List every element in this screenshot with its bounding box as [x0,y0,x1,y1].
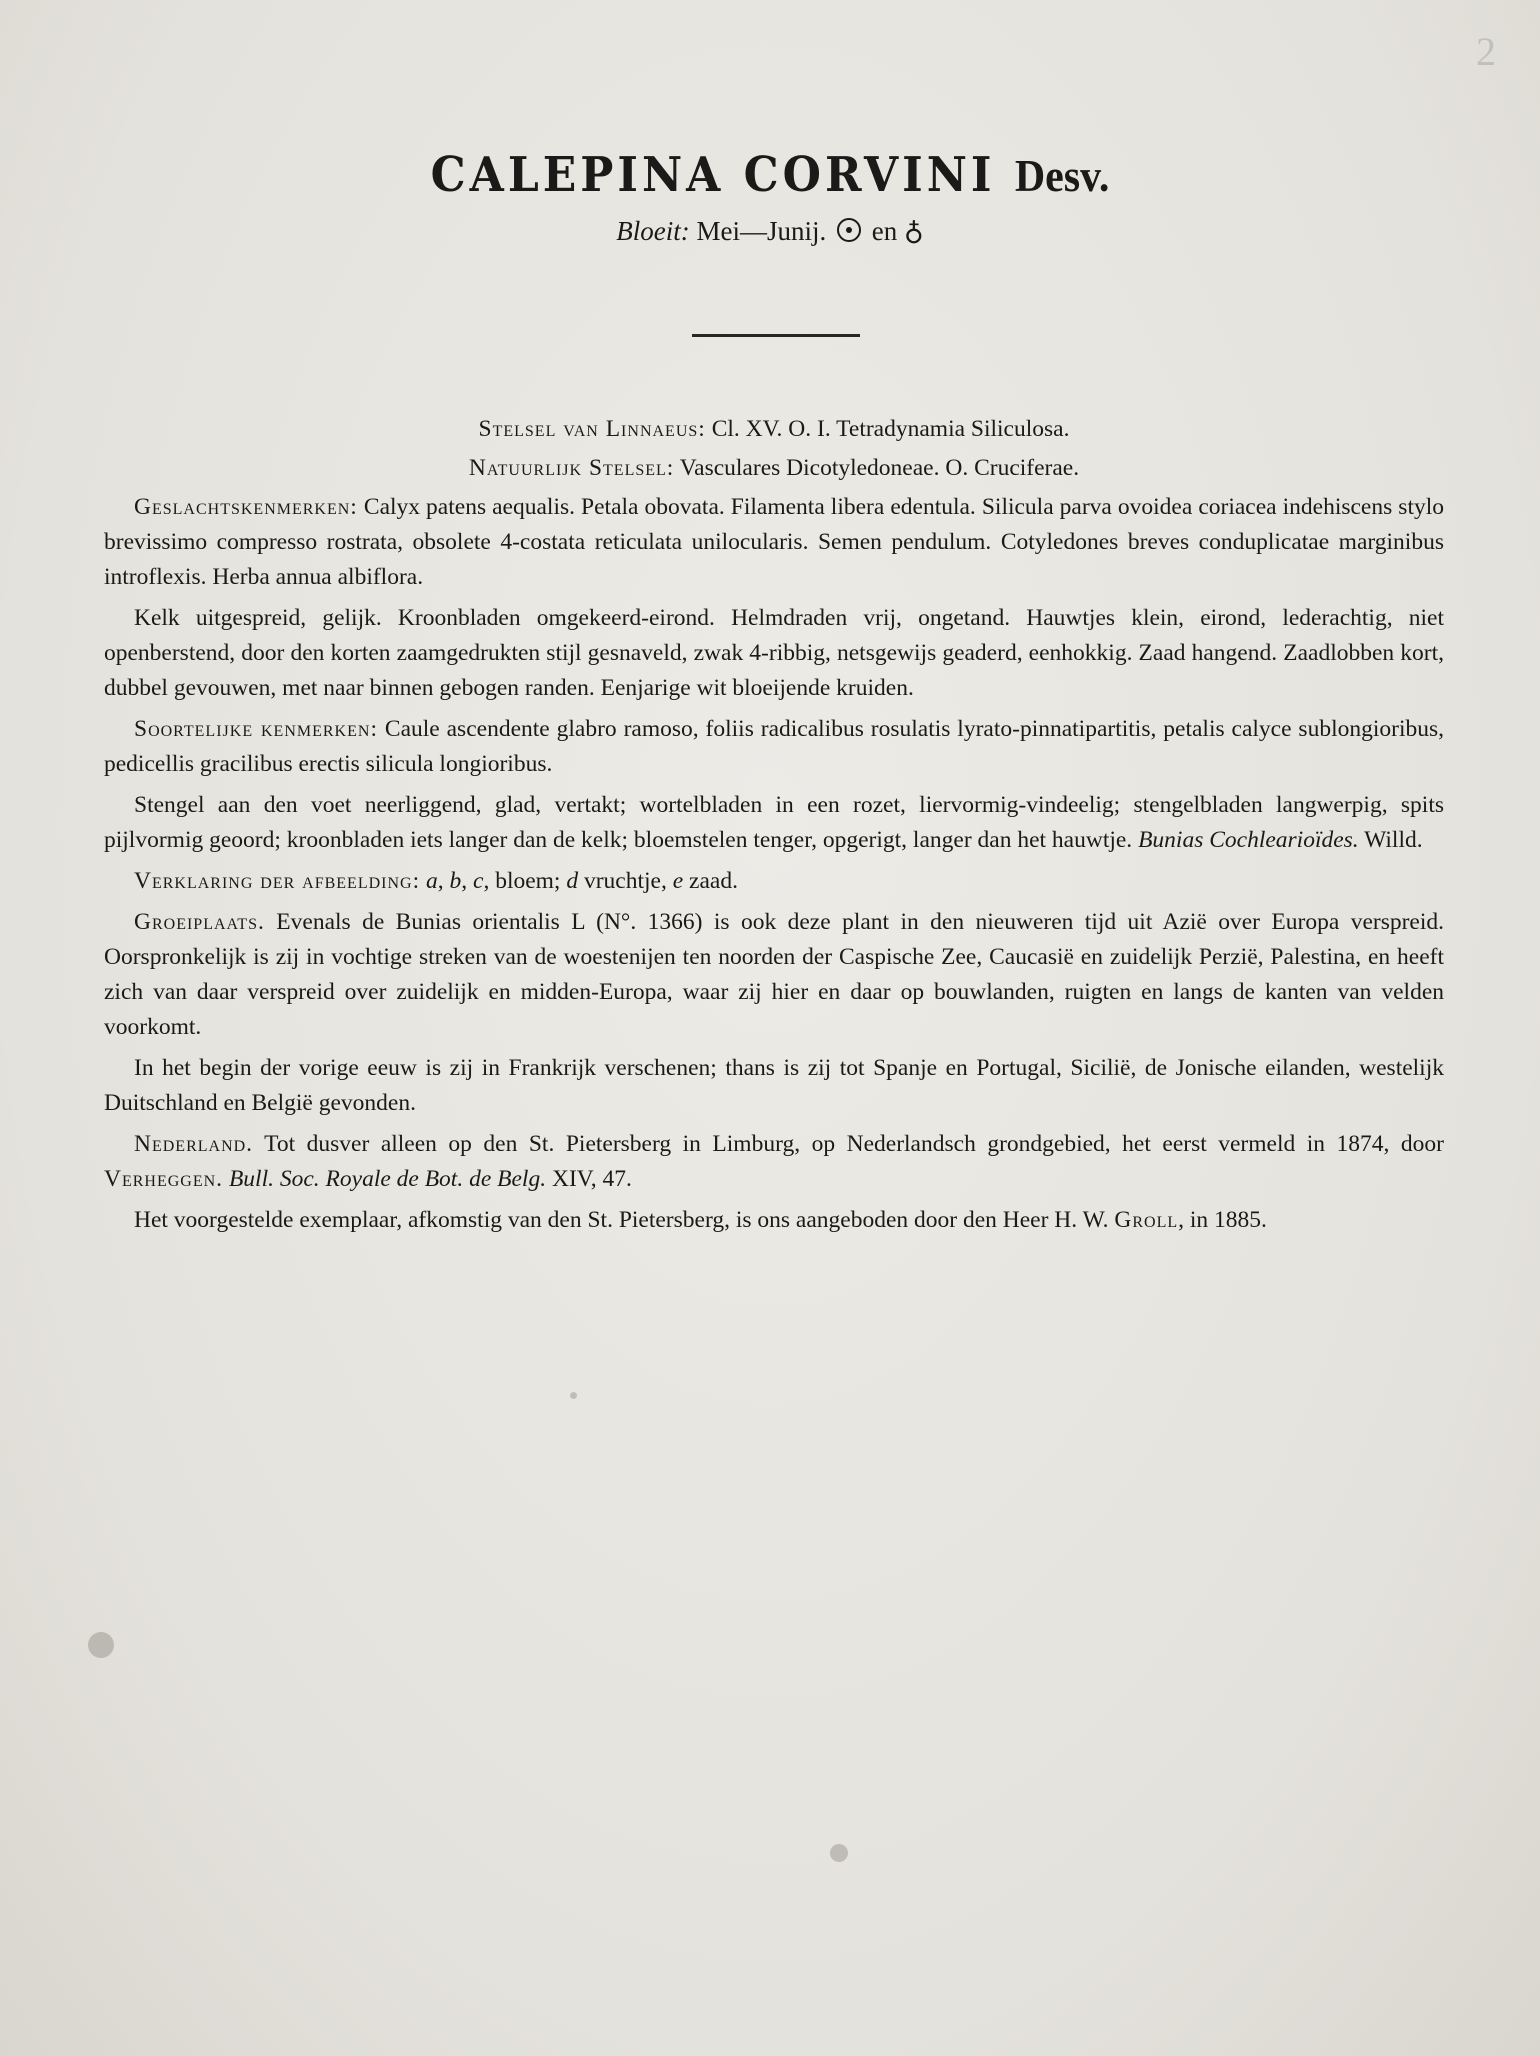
donor-name: Groll [1114,1207,1179,1233]
synonym-author: Willd. [1364,827,1423,853]
genus-dutch-paragraph: Kelk uitgespreid, gelijk. Kroonbladen omgekeerd-eirond. Helmdraden vrij, ongetand. Hauwtjes klein, eirond, lederachtig, niet openberstend, door den korten zaamgedrukten stijl gesnaveld, zwak 4-ribbig, netsgewijs geaderd, eenhokkig. Zaad hangend. Zaadlobben kort, dubbel gevouwen, met naar binnen gebogen randen. Eenjarige wit bloeijende kruiden. [104,605,1444,701]
specimen-text: Het voorgestelde exemplaar, afkomstig van den St. Pietersberg, is ons aangeboden door den Heer H. W. [134,1207,1109,1233]
linnaeus-label: Stelsel van Linnaeus: [478,416,706,442]
species-latin-text: Caule ascendente glabro ramoso, foliis radicalibus rosulatis lyrato-pinnatipartitis, petalis calyce sublongioribus, pedicellis gracilibus erectis silicula longioribus. [104,716,1445,777]
natural-system-line [104,451,1444,486]
legend-d: d [566,868,579,894]
natural-system-text: Vasculares Dicotyledoneae. O. Cruciferae. [679,455,1080,481]
flowering-label: Bloeit: [616,216,690,246]
legend-a: a [426,868,438,894]
natural-system-label: Natuurlijk Stelsel: [468,455,675,481]
synonym: Bunias Cochlearioïdes. [1138,827,1359,853]
species-name: CALEPINA CORVINI [430,147,996,204]
paper-stain [570,1392,577,1399]
linnaeus-text: Cl. XV. O. I. Tetradynamia Siliculosa. [711,416,1070,442]
biennial-symbol-icon: ♁ [903,216,924,246]
species-dutch-paragraph [104,788,1444,858]
paper-stain [830,1844,848,1862]
flowering-line [0,216,1540,247]
legend-e: e [672,868,684,894]
specimen-paragraph [104,1203,1444,1238]
species-latin-paragraph [104,712,1444,782]
page-mark: 2 [1476,29,1496,74]
legend-vruchtje: vruchtje, [583,868,667,894]
flowering-period: Mei—Junij. [696,216,827,246]
linnaeus-line [104,412,1444,447]
netherlands-person: Verheggen. [104,1166,224,1192]
page-title [0,148,1540,203]
habitat-paragraph [104,905,1444,1045]
paper-stain [88,1632,114,1658]
species-label: Soortelijke kenmerken: [134,716,378,742]
legend-c: c [473,868,484,894]
genus-latin-paragraph [104,490,1444,595]
habitat-text: Evenals de Bunias orientalis L (N°. 1366) is ook deze plant in den nieuweren tijd uit Azië over Europa verspreid. Oorspronkelijk is zij in vochtige streken van de woestenijen ten noorden der Caspische Zee, Caucasië en zuidelijk Perzië, Palestina, en heeft zich van daar verspreid over zuidelijk en midden-Europa, waar zij hier en daar op bouwlanden, ruigten en langs de kanten van velden voorkomt. [104,909,1445,1040]
legend-zaad: zaad. [689,868,738,894]
netherlands-text: Tot dusver alleen op den St. Pietersberg in Limburg, op Nederlandsch grondgebied, het eerst vermeld in 1874, door [264,1131,1444,1157]
netherlands-paragraph [104,1127,1444,1197]
genus-latin-text: Calyx patens aequalis. Petala obovata. Filamenta libera edentula. Silicula parva ovoidea coriacea indehiscens stylo brevissimo compresso rostrata, obsolete 4-costata reticulata unilocularis. Semen pendulum. Cotyledones breves conduplicatae marginibus introflexis. Herba annua albiflora. [104,494,1444,590]
netherlands-label: Nederland. [134,1131,254,1157]
illustration-legend: Verklaring der afbeelding: a, b, c, bloem; d vruchtje, e zaad. [134,868,738,894]
divider-rule [692,334,860,337]
genus-label: Geslachtskenmerken: [134,494,358,520]
legend-bloem: bloem; [495,868,561,894]
description-body [104,412,1444,1244]
species-dutch-text: Stengel aan den voet neerliggend, glad, vertakt; wortelbladen in een rozet, liervormig-vindeelig; stengelbladen langwerpig, spits pijlvormig geoord; kroonbladen iets langer dan de kelk; bloemstelen tenger, opgerigt, langer dan het hauwtje. [104,792,1444,853]
citation: Bull. Soc. Royale de Bot. de Belg. [228,1166,547,1192]
habitat-paragraph-2: In het begin der vorige eeuw is zij in Frankrijk verschenen; thans is zij tot Spanje en Portugal, Sicilië, de Jonische eilanden, westelijk Duitschland en België gevonden. [104,1055,1444,1116]
citation-volume: XIV, 47. [551,1166,632,1192]
legend-label: Verklaring der afbeelding: [134,868,421,894]
legend-b: b [449,868,462,894]
annual-symbol-icon [837,218,861,242]
habitat-label: Groeiplaats. [134,909,265,935]
species-author: Desv. [1014,152,1110,202]
flowering-joiner: en [871,216,898,246]
donor-year: , in 1885. [1178,1207,1267,1233]
